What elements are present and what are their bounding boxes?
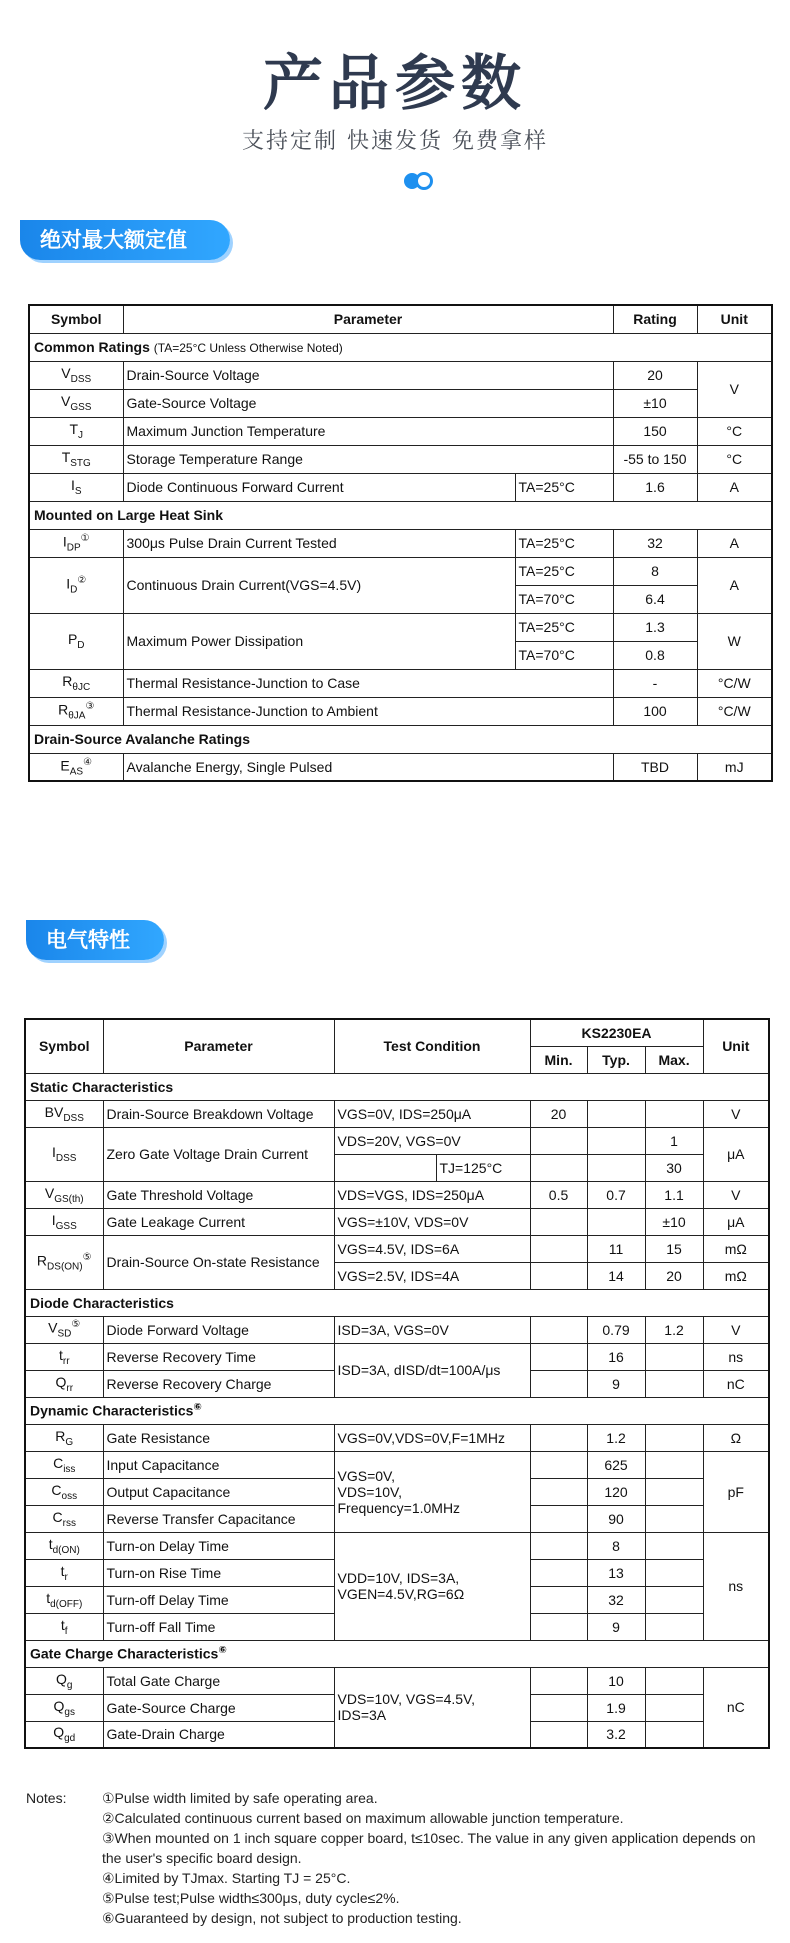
notes-label: Notes: [26, 1790, 67, 1806]
parameter-cell: Continuous Drain Current(VGS=4.5V) [123, 557, 515, 613]
condition-cell: VDS=VGS, IDS=250μA [334, 1181, 530, 1208]
table-row [25, 1343, 769, 1370]
header-parameter: Parameter [123, 305, 613, 333]
symbol-cell: $t_r$ [25, 1559, 103, 1586]
table-row [25, 1667, 769, 1694]
parameter-cell: Maximum Power Dissipation [123, 613, 515, 669]
table-row [25, 1451, 769, 1478]
page-title: 产品参数 [263, 49, 527, 119]
symbol-cell: $Q_g$ [25, 1667, 103, 1694]
condition-cell: TA=70°C [515, 585, 613, 613]
header-rating: Rating [613, 305, 697, 333]
header-unit: Unit [703, 1019, 769, 1073]
unit-cell: ns [703, 1343, 769, 1370]
symbol-cell: $Q_{gs}$ [25, 1694, 103, 1721]
symbol-cell: $R_{\theta JA}^③$ [29, 697, 123, 725]
typ-cell [587, 1154, 645, 1181]
note-item: ⑥Guaranteed by design, not subject to production testing. [102, 1910, 462, 1926]
max-cell: ±10 [645, 1208, 703, 1235]
parameter-cell: Turn-off Fall Time [103, 1613, 334, 1640]
parameter-cell: 300μs Pulse Drain Current Tested [123, 529, 515, 557]
gate-charge-label: Gate Charge Characteristics [30, 1645, 219, 1662]
table-row [25, 1424, 769, 1451]
section-row-heat-sink [29, 501, 772, 529]
typ-cell: 3.2 [587, 1721, 645, 1748]
symbol-cell: $T_J$ [29, 417, 123, 445]
symbol-cell: $C_{rss}$ [25, 1505, 103, 1532]
parameter-cell: Drain-Source On-state Resistance [103, 1235, 334, 1289]
table-row [29, 361, 772, 389]
typ-cell: 32 [587, 1586, 645, 1613]
typ-cell: 9 [587, 1370, 645, 1397]
min-cell: 20 [530, 1100, 587, 1127]
header-symbol: Symbol [25, 1019, 103, 1073]
max-cell [645, 1100, 703, 1127]
common-ratings-condition: (TA=25°C Unless Otherwise Noted) [153, 341, 343, 355]
table-row [25, 1316, 769, 1343]
parameter-cell: Drain-Source Voltage [123, 361, 613, 389]
max-cell [645, 1370, 703, 1397]
max-cell [645, 1559, 703, 1586]
table-header-row [25, 1019, 769, 1046]
max-cell [645, 1586, 703, 1613]
typ-cell [587, 1208, 645, 1235]
header-parameter: Parameter [103, 1019, 334, 1073]
typ-cell: 11 [587, 1235, 645, 1262]
header-typ: Typ. [587, 1046, 645, 1073]
avalanche-label: Drain-Source Avalanche Ratings [29, 725, 772, 753]
symbol-cell: $C_{iss}$ [25, 1451, 103, 1478]
note-item: ①Pulse width limited by safe operating area. [102, 1790, 378, 1806]
rating-cell: 6.4 [613, 585, 697, 613]
typ-cell [587, 1100, 645, 1127]
section-title-electrical: 电气特性 [26, 920, 164, 960]
condition-cell: TA=25°C [515, 529, 613, 557]
typ-cell: 0.7 [587, 1181, 645, 1208]
min-cell [530, 1613, 587, 1640]
parameter-cell: Reverse Recovery Time [103, 1343, 334, 1370]
typ-cell: 1.2 [587, 1424, 645, 1451]
dynamic-label: Dynamic Characteristics [30, 1402, 194, 1419]
header-unit: Unit [697, 305, 772, 333]
static-label: Static Characteristics [25, 1073, 769, 1100]
symbol-cell: $t_{d(OFF)}$ [25, 1586, 103, 1613]
typ-cell: 625 [587, 1451, 645, 1478]
electrical-characteristics-table [24, 1018, 770, 1749]
page-subtitle: 支持定制 快速发货 免费拿样 [242, 129, 548, 154]
symbol-cell: $C_{oss}$ [25, 1478, 103, 1505]
parameter-cell: Zero Gate Voltage Drain Current [103, 1127, 334, 1181]
symbol-cell: $V_{GS(th)}$ [25, 1181, 103, 1208]
unit-cell: °C [697, 417, 772, 445]
min-cell [530, 1316, 587, 1343]
condition-cell: TA=25°C [515, 473, 613, 501]
max-cell: 1.2 [645, 1316, 703, 1343]
condition-cell: TJ=125°C [436, 1154, 530, 1181]
condition-cell: VDD=10V, IDS=3A, VGEN=4.5V,RG=6Ω [334, 1532, 530, 1640]
header-symbol: Symbol [29, 305, 123, 333]
parameter-cell: Thermal Resistance-Junction to Ambient [123, 697, 613, 725]
max-cell [645, 1532, 703, 1559]
note-item: ③When mounted on 1 inch square copper board, t≤10sec. The value in any given application depends on the user's specific board design. [102, 1830, 756, 1866]
unit-cell: V [703, 1181, 769, 1208]
min-cell [530, 1208, 587, 1235]
header-min: Min. [530, 1046, 587, 1073]
typ-cell: 1.9 [587, 1694, 645, 1721]
unit-cell: A [697, 529, 772, 557]
table-row [29, 613, 772, 641]
typ-cell: 16 [587, 1343, 645, 1370]
unit-cell: °C/W [697, 669, 772, 697]
rating-cell: ±10 [613, 389, 697, 417]
max-cell [645, 1451, 703, 1478]
unit-cell: °C/W [697, 697, 772, 725]
parameter-cell: Output Capacitance [103, 1478, 334, 1505]
table-row [25, 1532, 769, 1559]
table-row [29, 389, 772, 417]
parameter-cell: Gate-Drain Charge [103, 1721, 334, 1748]
min-cell [530, 1559, 587, 1586]
max-cell: 1.1 [645, 1181, 703, 1208]
header-part-number: KS2230EA [530, 1019, 703, 1046]
symbol-cell: $Q_{gd}$ [25, 1721, 103, 1748]
section-row-avalanche [29, 725, 772, 753]
symbol-cell: $I_D^②$ [29, 557, 123, 613]
table-row [29, 557, 772, 585]
condition-cell: VDS=20V, VGS=0V [334, 1127, 530, 1154]
rating-cell: 100 [613, 697, 697, 725]
rating-cell: 1.6 [613, 473, 697, 501]
unit-cell: A [697, 557, 772, 613]
symbol-cell: $P_D$ [29, 613, 123, 669]
table-row [25, 1208, 769, 1235]
section-row-common [29, 333, 772, 361]
min-cell [530, 1505, 587, 1532]
section-title-absolute-ratings: 绝对最大额定值 [20, 220, 230, 260]
parameter-cell: Diode Continuous Forward Current [123, 473, 515, 501]
table-header-row [29, 305, 772, 333]
typ-cell: 120 [587, 1478, 645, 1505]
rating-cell: 150 [613, 417, 697, 445]
typ-cell: 90 [587, 1505, 645, 1532]
unit-cell: °C [697, 445, 772, 473]
max-cell [645, 1343, 703, 1370]
typ-cell: 13 [587, 1559, 645, 1586]
dot-ring-icon [415, 172, 433, 190]
typ-cell: 8 [587, 1532, 645, 1559]
parameter-cell: Thermal Resistance-Junction to Case [123, 669, 613, 697]
header-test-condition: Test Condition [334, 1019, 530, 1073]
typ-cell: 0.79 [587, 1316, 645, 1343]
parameter-cell: Gate-Source Voltage [123, 389, 613, 417]
min-cell [530, 1154, 587, 1181]
unit-cell: mJ [697, 753, 772, 781]
note-item: ⑤Pulse test;Pulse width≤300μs, duty cycle≤2%. [102, 1890, 400, 1906]
symbol-cell: $E_{AS}^④$ [29, 753, 123, 781]
parameter-cell: Reverse Transfer Capacitance [103, 1505, 334, 1532]
parameter-cell: Turn-on Rise Time [103, 1559, 334, 1586]
section-row-dynamic: Dynamic Characteristics⑥ [25, 1397, 769, 1424]
condition-cell: ISD=3A, dISD/dt=100A/μs [334, 1343, 530, 1397]
max-cell [645, 1694, 703, 1721]
max-cell [645, 1478, 703, 1505]
min-cell [530, 1343, 587, 1370]
symbol-cell: $t_{d(ON)}$ [25, 1532, 103, 1559]
unit-cell: nC [703, 1667, 769, 1748]
max-cell [645, 1721, 703, 1748]
min-cell [530, 1127, 587, 1154]
parameter-cell: Reverse Recovery Charge [103, 1370, 334, 1397]
symbol-cell: $t_{rr}$ [25, 1343, 103, 1370]
min-cell [530, 1667, 587, 1694]
min-cell [530, 1262, 587, 1289]
max-cell: 30 [645, 1154, 703, 1181]
symbol-cell: $t_f$ [25, 1613, 103, 1640]
note-item: ②Calculated continuous current based on maximum allowable junction temperature. [102, 1810, 624, 1826]
rating-cell: 32 [613, 529, 697, 557]
max-cell [645, 1613, 703, 1640]
parameter-cell: Turn-off Delay Time [103, 1586, 334, 1613]
table-row [25, 1127, 769, 1154]
table-row [29, 473, 772, 501]
symbol-cell: $R_{DS(ON)}^⑤$ [25, 1235, 103, 1289]
table-row [29, 669, 772, 697]
table-row [29, 445, 772, 473]
symbol-cell: $R_G$ [25, 1424, 103, 1451]
unit-cell: V [703, 1316, 769, 1343]
symbol-cell: $I_{DSS}$ [25, 1127, 103, 1181]
section-row-static [25, 1073, 769, 1100]
rating-cell: TBD [613, 753, 697, 781]
symbol-cell: $I_S$ [29, 473, 123, 501]
table-row [25, 1181, 769, 1208]
rating-cell: - [613, 669, 697, 697]
min-cell [530, 1721, 587, 1748]
symbol-cell: $I_{DP}^①$ [29, 529, 123, 557]
min-cell [530, 1478, 587, 1505]
min-cell [530, 1694, 587, 1721]
parameter-cell: Avalanche Energy, Single Pulsed [123, 753, 613, 781]
parameter-cell: Input Capacitance [103, 1451, 334, 1478]
unit-cell: μA [703, 1208, 769, 1235]
unit-cell: V [703, 1100, 769, 1127]
section-row-diode [25, 1289, 769, 1316]
typ-cell: 9 [587, 1613, 645, 1640]
symbol-cell: $V_{SD}^⑤$ [25, 1316, 103, 1343]
symbol-cell: $V_{DSS}$ [29, 361, 123, 389]
unit-cell: pF [703, 1451, 769, 1532]
symbol-cell: $T_{STG}$ [29, 445, 123, 473]
condition-cell: TA=25°C [515, 557, 613, 585]
condition-cell: VGS=0V, IDS=250μA [334, 1100, 530, 1127]
unit-cell: mΩ [703, 1235, 769, 1262]
parameter-cell: Total Gate Charge [103, 1667, 334, 1694]
parameter-cell: Turn-on Delay Time [103, 1532, 334, 1559]
unit-cell: μA [703, 1127, 769, 1181]
unit-cell: V [697, 361, 772, 417]
max-cell [645, 1424, 703, 1451]
unit-cell: nC [703, 1370, 769, 1397]
typ-cell: 14 [587, 1262, 645, 1289]
min-cell [530, 1451, 587, 1478]
condition-cell: ISD=3A, VGS=0V [334, 1316, 530, 1343]
section-row-gate-charge: Gate Charge Characteristics⑥ [25, 1640, 769, 1667]
rating-cell: 8 [613, 557, 697, 585]
parameter-cell: Gate Threshold Voltage [103, 1181, 334, 1208]
rating-cell: -55 to 150 [613, 445, 697, 473]
condition-cell: TA=25°C [515, 613, 613, 641]
unit-cell: A [697, 473, 772, 501]
symbol-cell: $R_{\theta JC}$ [29, 669, 123, 697]
absolute-ratings-table [28, 304, 773, 782]
unit-cell: Ω [703, 1424, 769, 1451]
parameter-cell: Gate-Source Charge [103, 1694, 334, 1721]
symbol-cell: $V_{GSS}$ [29, 389, 123, 417]
max-cell [645, 1505, 703, 1532]
condition-cell: VGS=0V, VDS=10V, Frequency=1.0MHz [334, 1451, 530, 1532]
table-row [29, 529, 772, 557]
parameter-cell: Maximum Junction Temperature [123, 417, 613, 445]
diode-label: Diode Characteristics [25, 1289, 769, 1316]
symbol-cell: $I_{GSS}$ [25, 1208, 103, 1235]
table-row [25, 1235, 769, 1262]
max-cell [645, 1667, 703, 1694]
condition-cell: VGS=4.5V, IDS=6A [334, 1235, 530, 1262]
min-cell: 0.5 [530, 1181, 587, 1208]
min-cell [530, 1235, 587, 1262]
symbol-cell: $BV_{DSS}$ [25, 1100, 103, 1127]
condition-cell: TA=70°C [515, 641, 613, 669]
symbol-cell: $Q_{rr}$ [25, 1370, 103, 1397]
table-row [29, 697, 772, 725]
typ-cell: 10 [587, 1667, 645, 1694]
parameter-cell: Gate Leakage Current [103, 1208, 334, 1235]
max-cell: 15 [645, 1235, 703, 1262]
min-cell [530, 1586, 587, 1613]
table-row [29, 753, 772, 781]
min-cell [530, 1370, 587, 1397]
rating-cell: 0.8 [613, 641, 697, 669]
parameter-cell: Gate Resistance [103, 1424, 334, 1451]
unit-cell: W [697, 613, 772, 669]
max-cell: 20 [645, 1262, 703, 1289]
condition-cell: VGS=±10V, VDS=0V [334, 1208, 530, 1235]
notes-list [102, 1788, 762, 1928]
condition-cell: VGS=0V,VDS=0V,F=1MHz [334, 1424, 530, 1451]
header-max: Max. [645, 1046, 703, 1073]
condition-cell: VGS=2.5V, IDS=4A [334, 1262, 530, 1289]
note-item: ④Limited by TJmax. Starting TJ = 25°C. [102, 1870, 351, 1886]
table-row [29, 417, 772, 445]
min-cell [530, 1424, 587, 1451]
rating-cell: 20 [613, 361, 697, 389]
decorative-dots-icon [404, 172, 438, 190]
parameter-cell: Diode Forward Voltage [103, 1316, 334, 1343]
common-ratings-label: Common Ratings [34, 339, 150, 355]
min-cell [530, 1532, 587, 1559]
typ-cell [587, 1127, 645, 1154]
condition-cell: VDS=10V, VGS=4.5V, IDS=3A [334, 1667, 530, 1748]
parameter-cell: Storage Temperature Range [123, 445, 613, 473]
unit-cell: mΩ [703, 1262, 769, 1289]
rating-cell: 1.3 [613, 613, 697, 641]
max-cell: 1 [645, 1127, 703, 1154]
parameter-cell: Drain-Source Breakdown Voltage [103, 1100, 334, 1127]
unit-cell: ns [703, 1532, 769, 1640]
table-row [25, 1100, 769, 1127]
heat-sink-label: Mounted on Large Heat Sink [29, 501, 772, 529]
